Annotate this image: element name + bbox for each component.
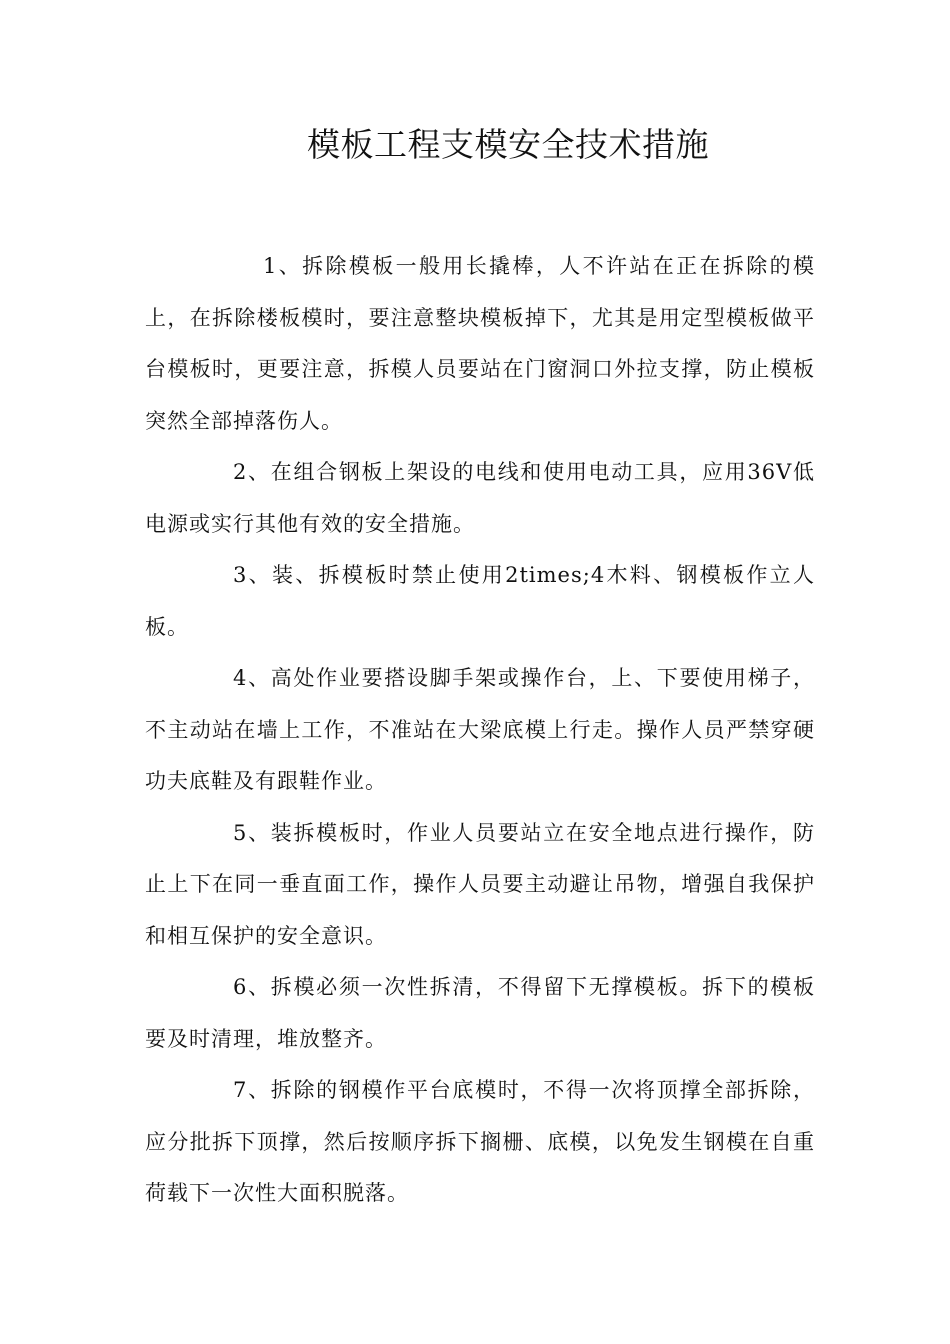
document-body — [145, 241, 815, 1220]
document-title: 模板工程支模安全技术措施 — [307, 125, 709, 164]
paragraph-6: 6、拆模必须一次性拆清，不得留下无撑模板。拆下的模板要及时清理，堆放整齐。 — [145, 975, 815, 1051]
paragraph-3: 3、装、拆模板时禁止使用2times;4木料、钢模板作立人板。 — [145, 563, 815, 639]
paragraph-2: 2、在组合钢板上架设的电线和使用电动工具，应用36V低电源或实行其他有效的安全措施。 — [145, 460, 815, 536]
paragraph-1: 1、拆除模板一般用长撬棒，人不许站在正在拆除的模上，在拆除楼板模时，要注意整块模板掉下，尤其是用定型模板做平台模板时，更要注意，拆模人员要站在门窗洞口外拉支撑，防止模板突然全部掉落伤人。 — [145, 254, 815, 433]
paragraph-4: 4、高处作业要搭设脚手架或操作台，上、下要使用梯子，不主动站在墙上工作，不准站在大梁底模上行走。操作人员严禁穿硬功夫底鞋及有跟鞋作业。 — [145, 666, 815, 793]
paragraph-7: 7、拆除的钢模作平台底模时，不得一次将顶撑全部拆除，应分批拆下顶撑，然后按顺序拆下搁栅、底模，以免发生钢模在自重荷载下一次性大面积脱落。 — [145, 1078, 815, 1205]
paragraph-5: 5、装拆模板时，作业人员要站立在安全地点进行操作，防止上下在同一垂直面工作，操作人员要主动避让吊物，增强自我保护和相互保护的安全意识。 — [145, 820, 815, 948]
